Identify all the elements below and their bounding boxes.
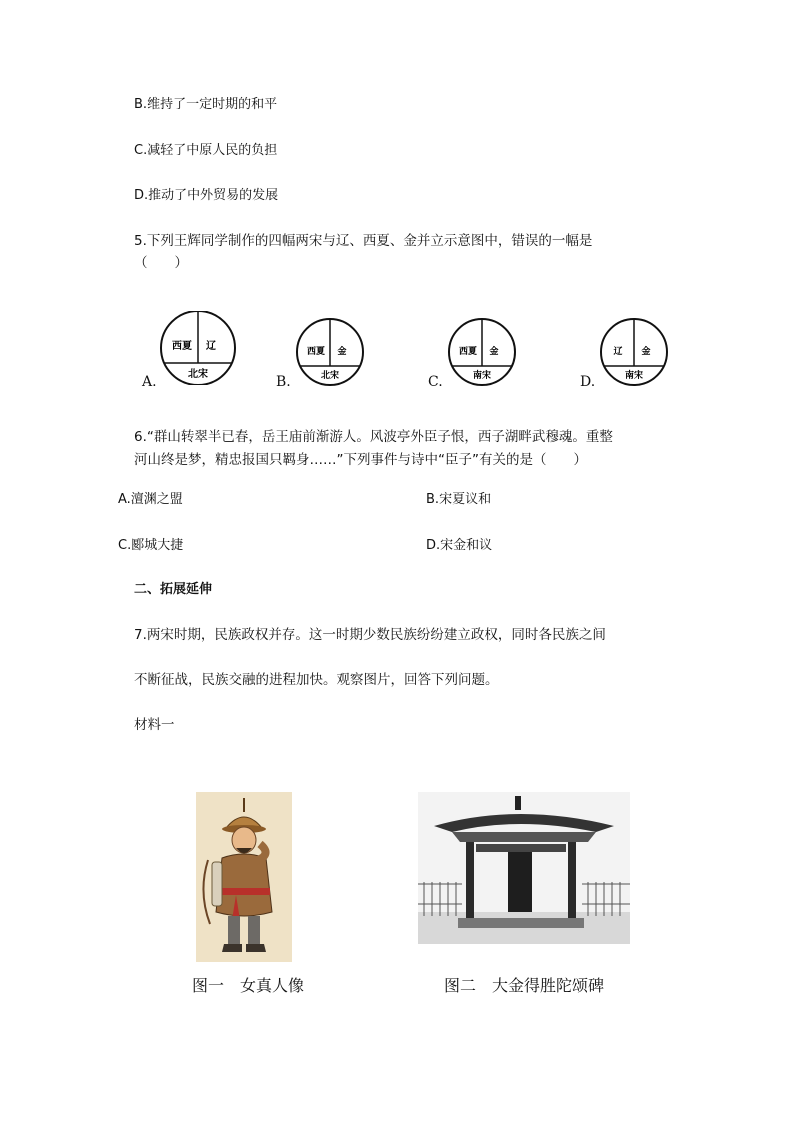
option-text: 推动了中外贸易的发展 [148, 188, 279, 203]
diagram-d-top-right: 金 [641, 347, 651, 357]
q7-stem-line1: 7.两宋时期，民族政权并存。这一时期少数民族纷纷建立政权，同时各民族之间 [134, 627, 606, 643]
q6-option-a [118, 491, 183, 509]
option-letter: D. [426, 538, 441, 553]
figure1-caption: 图一 女真人像 [192, 976, 305, 995]
option-text: 宋夏议和 [439, 492, 492, 507]
option-letter: C. [134, 143, 148, 158]
option-letter: B. [426, 492, 440, 507]
diagram-a-bottom: 北宋 [188, 369, 208, 380]
diagram-d-top-left: 辽 [613, 347, 623, 357]
option-text: 维持了一定时期的和平 [147, 97, 278, 112]
q6-stem-line2: 河山终是梦，精忠报国只羁身……”下列事件与诗中“臣子”有关的是（ ） [134, 452, 587, 468]
diagram-c-top-left: 西夏 [458, 347, 478, 357]
diagram-b-top-right: 金 [337, 347, 347, 357]
figure1-jurchen-portrait [196, 792, 292, 962]
q4-option-c [134, 142, 277, 160]
figure2-caption: 图二 大金得胜陀颂碑 [444, 976, 605, 995]
diagram-c-top-right: 金 [489, 347, 499, 357]
diagram-b-top-left: 西夏 [306, 347, 326, 357]
q4-option-b [134, 96, 277, 114]
option-text: 澶渊之盟 [130, 492, 183, 507]
diagram-b [294, 318, 366, 390]
diagram-a-top-left: 西夏 [172, 341, 192, 352]
q4-option-d [134, 187, 278, 205]
diagram-d-label: D. [580, 374, 596, 390]
q5-stem-line2: （ ） [134, 255, 188, 271]
option-text: 郾城大捷 [131, 538, 184, 553]
section-title: 二、拓展延伸 [134, 582, 213, 597]
diagram-d-bottom: 南宋 [624, 371, 644, 381]
q6-option-b [426, 491, 491, 509]
diagram-c-label: C. [428, 374, 443, 390]
q7-stem-line2: 不断征战，民族交融的进程加快。观察图片，回答下列问题。 [134, 672, 499, 688]
q6-stem-line1: 6.“群山转翠半已春，岳王庙前渐游人。风波亭外臣子恨，西子湖畔武穆魂。重整 [134, 429, 613, 445]
option-letter: C. [118, 538, 132, 553]
diagram-c [446, 318, 518, 390]
diagram-b-bottom: 北宋 [320, 371, 340, 381]
option-text: 宋金和议 [440, 538, 493, 553]
diagram-a [158, 311, 238, 389]
diagram-a-top-right: 辽 [206, 341, 216, 352]
diagram-d [598, 318, 670, 390]
diagram-c-bottom: 南宋 [472, 371, 492, 381]
option-text: 减轻了中原人民的负担 [147, 143, 278, 158]
q7-material-label: 材料一 [134, 717, 175, 733]
q5-stem-line1: 5.下列王辉同学制作的四幅两宋与辽、西夏、金并立示意图中，错误的一幅是 [134, 233, 593, 249]
q6-option-d [426, 537, 492, 555]
option-letter: A. [118, 492, 131, 507]
option-letter: D. [134, 188, 149, 203]
diagram-a-label: A. [142, 374, 157, 390]
figure2-stele-pavilion-photo [418, 792, 630, 944]
q6-option-c [118, 537, 183, 555]
diagram-b-label: B. [276, 374, 291, 390]
option-letter: B. [134, 97, 148, 112]
